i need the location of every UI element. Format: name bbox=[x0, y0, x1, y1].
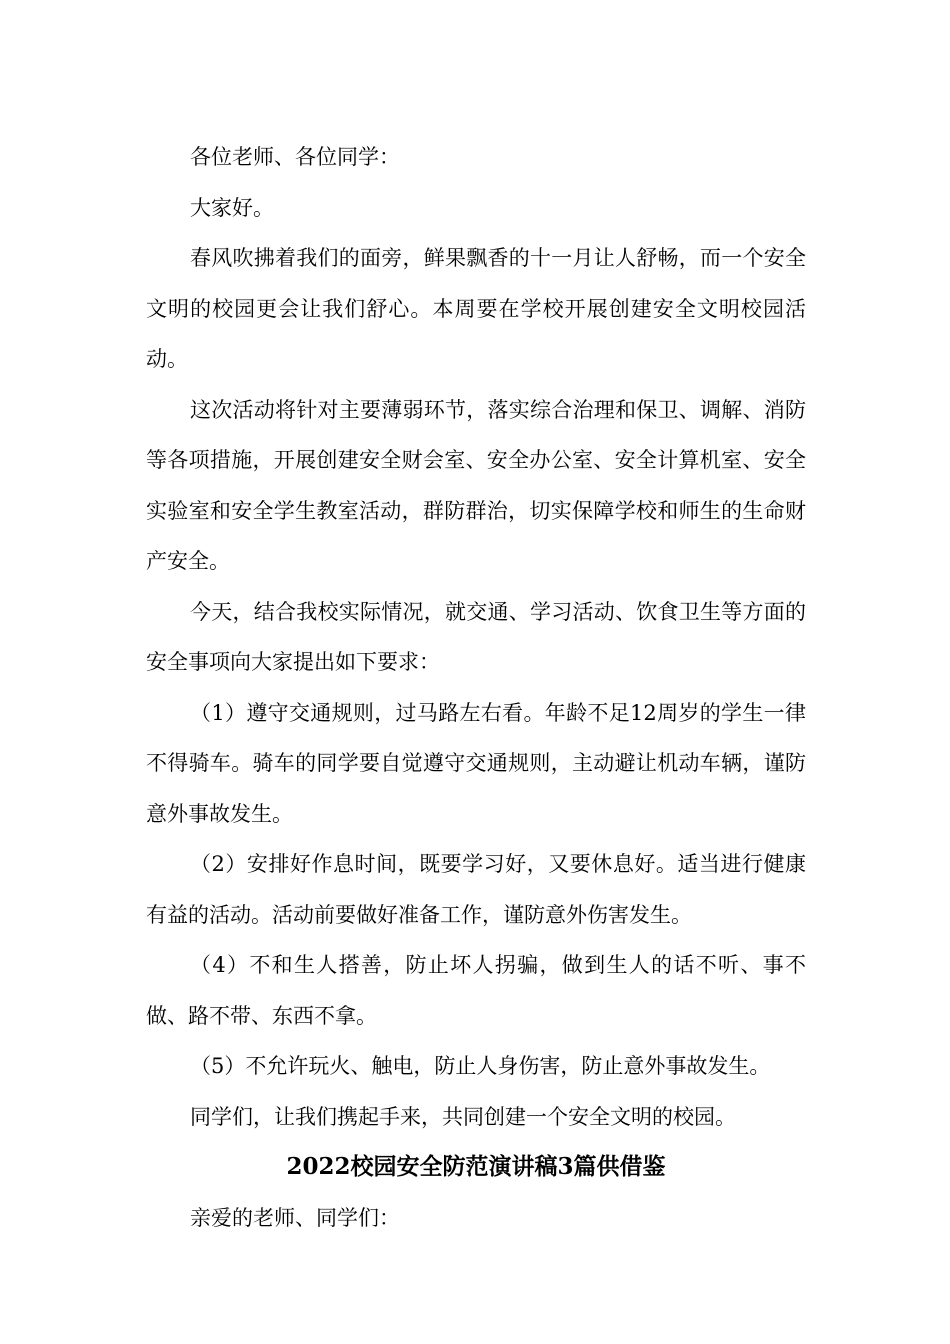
requirement-item-1: （1）遵守交通规则，过马路左右看。年龄不足12周岁的学生一律不得骑车。骑车的同学要自觉遵守交通规则，主动避让机动车辆，谨防意外事故发生。 bbox=[146, 700, 806, 826]
second-salutation: 亲爱的老师、同学们： bbox=[190, 1205, 400, 1230]
salutation: 各位老师、各位同学： bbox=[190, 145, 400, 169]
paragraph-conclusion: 同学们，让我们携起手来，共同创建一个安全文明的校园。 bbox=[190, 1104, 736, 1129]
greeting: 大家好。 bbox=[190, 195, 274, 220]
section-heading: 2022校园安全防范演讲稿3篇供借鉴 bbox=[286, 1153, 666, 1180]
paragraph-activity: 这次活动将针对主要薄弱环节，落实综合治理和保卫、调解、消防等各项措施，开展创建安全财会室、安全办公室、安全计算机室、安全实验室和安全学生教室活动，群防群治，切实保障学校和师生的生命财产安全。 bbox=[146, 397, 806, 573]
requirement-item-4: （4）不和生人搭善，防止坏人拐骗，做到生人的话不听、事不做、路不带、东西不拿。 bbox=[146, 953, 806, 1028]
requirement-item-2: （2）安排好作息时间，既要学习好，又要休息好。适当进行健康有益的活动。活动前要做好准备工作，谨防意外伤害发生。 bbox=[146, 852, 806, 927]
paragraph-requirements: 今天，结合我校实际情况，就交通、学习活动、饮食卫生等方面的安全事项向大家提出如下要求： bbox=[146, 599, 806, 674]
requirement-item-5: （5）不允许玩火、触电，防止人身伤害，防止意外事故发生。 bbox=[190, 1054, 771, 1078]
document-body bbox=[146, 132, 806, 1243]
paragraph-intro: 春风吹拂着我们的面旁，鲜果飘香的十一月让人舒畅，而一个安全文明的校园更会让我们舒心。本周要在学校开展创建安全文明校园活动。 bbox=[146, 246, 806, 371]
